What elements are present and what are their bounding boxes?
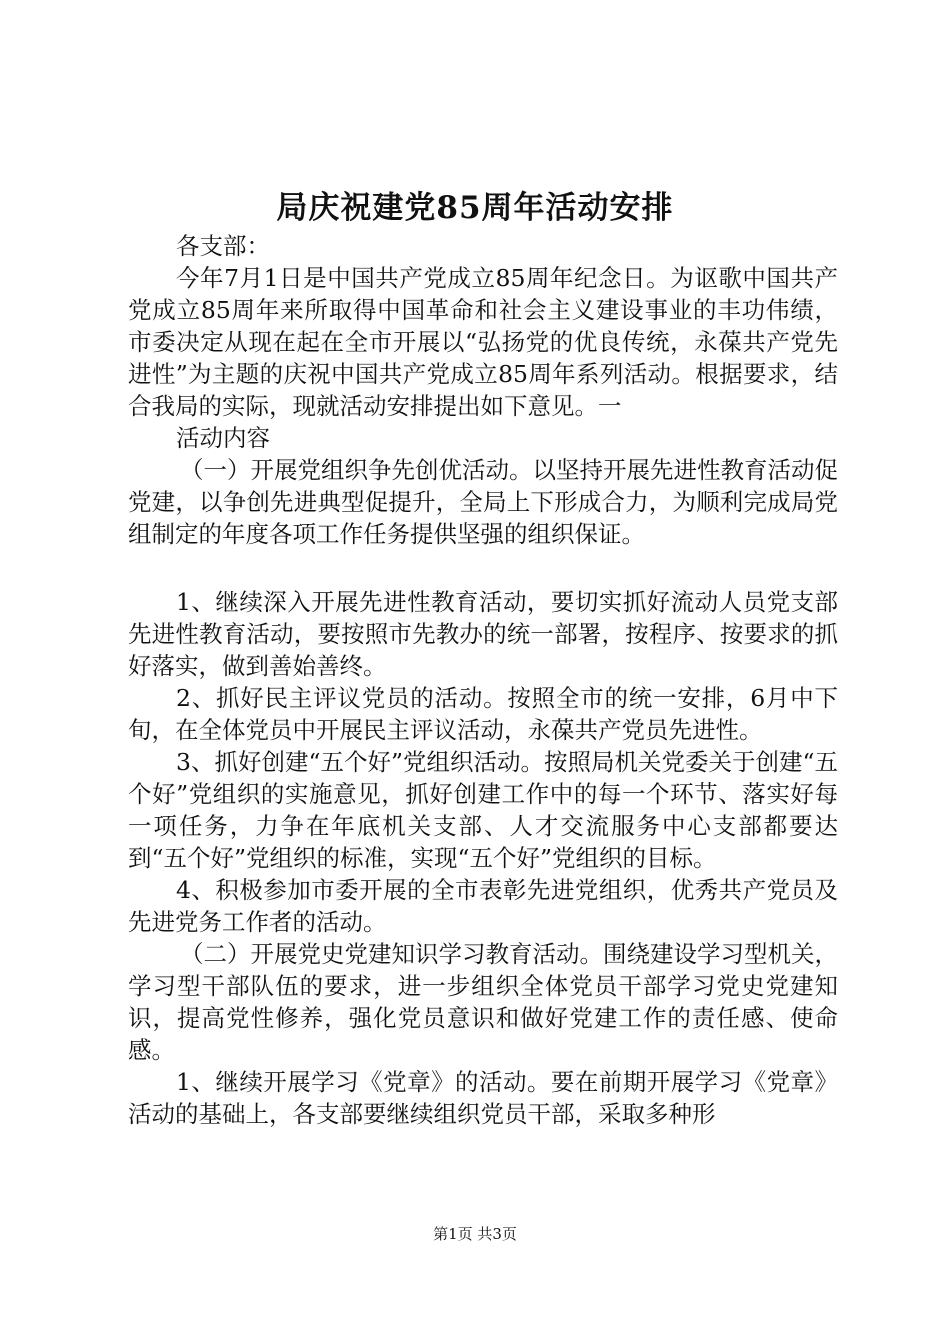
- list-item: 1、继续开展学习《党章》的活动。要在前期开展学习《党章》活动的基础上，各支部要继续组织党员干部，采取多种形: [128, 1068, 838, 1128]
- section-heading: 活动内容: [176, 424, 270, 452]
- list-item: 4、积极参加市委开展的全市表彰先进党组织，优秀共产党员及先进党务工作者的活动。: [128, 876, 838, 936]
- document-body: [128, 230, 838, 1130]
- list-item: 3、抓好创建“五个好”党组织活动。按照局机关党委关于创建“五个好”党组织的实施意见，抓好创建工作中的每一个环节、落实好每一项任务，力争在年底机关支部、人才交流服务中心支部都要达到“五个好”党组织的标准，实现“五个好”党组织的目标。: [128, 748, 838, 872]
- list-item: 1、继续深入开展先进性教育活动，要切实抓好流动人员党支部先进性教育活动，要按照市先教办的统一部署，按程序、按要求的抓好落实，做到善始善终。: [128, 588, 838, 680]
- paragraph: （一）开展党组织争先创优活动。以坚持开展先进性教育活动促党建，以争创先进典型促提升，全局上下形成合力，为顺利完成局党组制定的年度各项工作任务提供坚强的组织保证。: [128, 456, 838, 548]
- paragraph: （二）开展党史党建知识学习教育活动。围绕建设学习型机关，学习型干部队伍的要求，进一步组织全体党员干部学习党史党建知识，提高党性修养，强化党员意识和做好党建工作的责任感、使命感。: [128, 940, 838, 1064]
- page-number: 第1页 共3页: [433, 1225, 517, 1243]
- document-title: 局庆祝建党85周年活动安排: [276, 190, 674, 226]
- list-item: 2、抓好民主评议党员的活动。按照全市的统一安排，6月中下旬，在全体党员中开展民主评议活动，永葆共产党员先进性。: [128, 684, 838, 744]
- salutation: 各支部：: [176, 232, 270, 260]
- paragraph: 今年7月1日是中国共产党成立85周年纪念日。为讴歌中国共产党成立85周年来所取得中国革命和社会主义建设事业的丰功伟绩，市委决定从现在起在全市开展以“弘扬党的优良传统，永葆共产党先进性”为主题的庆祝中国共产党成立85周年系列活动。根据要求，结合我局的实际，现就活动安排提出如下意见。一: [128, 264, 838, 420]
